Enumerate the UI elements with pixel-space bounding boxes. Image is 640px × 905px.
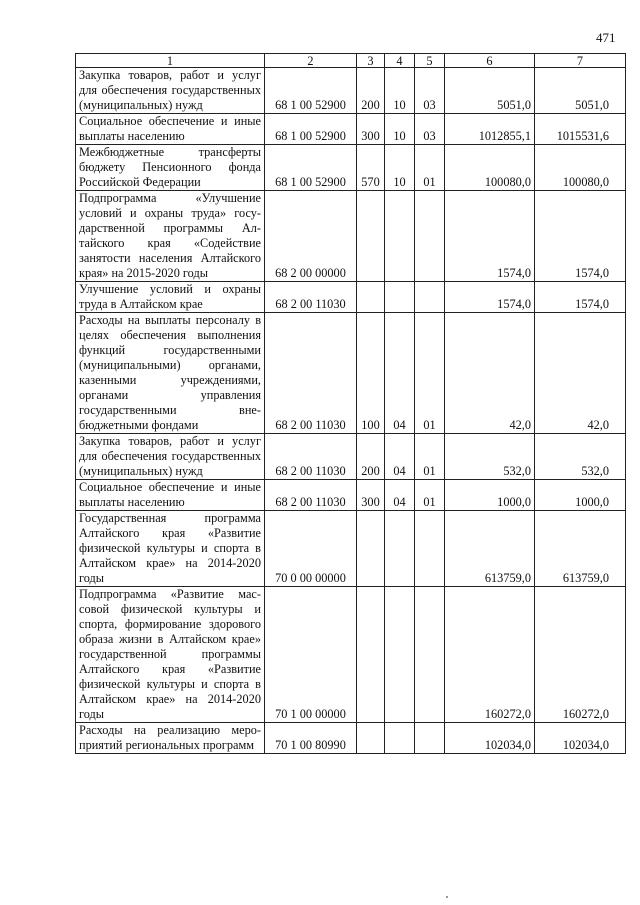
column-header-4: 4 xyxy=(385,54,415,68)
expense-type-cell: 570 xyxy=(357,145,385,191)
table-body xyxy=(76,68,626,754)
row-name-cell: Закупка товаров, работ и услуг для обеспечения государственных (муниципальных) нужд xyxy=(76,68,265,114)
section-cell xyxy=(385,587,415,723)
subsection-cell: 03 xyxy=(415,68,445,114)
target-article-code-cell: 68 2 00 11030 xyxy=(265,480,357,511)
target-article-code-cell: 68 1 00 52900 xyxy=(265,145,357,191)
expense-type-cell: 300 xyxy=(357,114,385,145)
amount-year1-cell: 1574,0 xyxy=(445,191,535,282)
subsection-cell xyxy=(415,282,445,313)
subsection-cell: 01 xyxy=(415,434,445,480)
target-article-code-cell: 68 1 00 52900 xyxy=(265,68,357,114)
amount-year1-cell: 532,0 xyxy=(445,434,535,480)
amount-year2-cell: 102034,0 xyxy=(535,723,626,754)
amount-year2-cell: 1015531,6 xyxy=(535,114,626,145)
amount-year2-cell: 613759,0 xyxy=(535,511,626,587)
expense-type-cell: 200 xyxy=(357,434,385,480)
table-row xyxy=(76,282,626,313)
column-header-2: 2 xyxy=(265,54,357,68)
table-row xyxy=(76,145,626,191)
amount-year1-cell: 100080,0 xyxy=(445,145,535,191)
subsection-cell: 01 xyxy=(415,313,445,434)
section-cell: 04 xyxy=(385,480,415,511)
row-name-cell: Межбюджетные трансферты бюджету Пенсионного фонда Российской Федерации xyxy=(76,145,265,191)
column-header-7: 7 xyxy=(535,54,626,68)
expense-type-cell xyxy=(357,191,385,282)
amount-year1-cell: 1000,0 xyxy=(445,480,535,511)
table-row xyxy=(76,313,626,434)
row-name-cell: Социальное обеспечение и иные выплаты населению xyxy=(76,480,265,511)
section-cell: 10 xyxy=(385,68,415,114)
column-header-3: 3 xyxy=(357,54,385,68)
subsection-cell xyxy=(415,587,445,723)
amount-year2-cell: 5051,0 xyxy=(535,68,626,114)
header-row xyxy=(76,54,626,68)
row-name-cell: Государственная программа Алтайского края «Развитие физической культуры и спорта в Алтайском крае» на 2014-2020 годы xyxy=(76,511,265,587)
target-article-code-cell: 68 2 00 11030 xyxy=(265,282,357,313)
table-row xyxy=(76,480,626,511)
section-cell xyxy=(385,282,415,313)
section-cell: 10 xyxy=(385,114,415,145)
amount-year1-cell: 613759,0 xyxy=(445,511,535,587)
row-name-cell: Закупка товаров, работ и услуг для обеспечения государственных (муниципальных) нужд xyxy=(76,434,265,480)
column-header-6: 6 xyxy=(445,54,535,68)
table-row xyxy=(76,511,626,587)
amount-year2-cell: 1000,0 xyxy=(535,480,626,511)
amount-year2-cell: 1574,0 xyxy=(535,191,626,282)
amount-year1-cell: 1012855,1 xyxy=(445,114,535,145)
section-cell: 04 xyxy=(385,313,415,434)
row-name-cell: Подпрограмма «Развитие массовой физической культуры и спорта, формирование здорового образа жизни в Алтайском крае» государственной программы Алтайского края «Развитие физической культуры и спорта в Алтайском крае» на 2014-2020 годы xyxy=(76,587,265,723)
section-cell xyxy=(385,723,415,754)
section-cell: 04 xyxy=(385,434,415,480)
expense-type-cell xyxy=(357,282,385,313)
section-cell xyxy=(385,511,415,587)
row-name-cell: Социальное обеспечение и иные выплаты населению xyxy=(76,114,265,145)
subsection-cell xyxy=(415,191,445,282)
row-name-cell: Расходы на выплаты персоналу в целях обеспечения выполнения функций государственными (муниципальными) органами, казенными учреждениями, органами управления государственными внебюджетными фондами xyxy=(76,313,265,434)
amount-year1-cell: 160272,0 xyxy=(445,587,535,723)
subsection-cell xyxy=(415,723,445,754)
section-cell: 10 xyxy=(385,145,415,191)
scan-speck xyxy=(446,896,448,898)
row-name-cell: Улучшение условий и охраны труда в Алтайском крае xyxy=(76,282,265,313)
expense-type-cell: 300 xyxy=(357,480,385,511)
target-article-code-cell: 70 1 00 80990 xyxy=(265,723,357,754)
expense-type-cell xyxy=(357,723,385,754)
amount-year2-cell: 160272,0 xyxy=(535,587,626,723)
table-row xyxy=(76,191,626,282)
amount-year1-cell: 42,0 xyxy=(445,313,535,434)
table-row xyxy=(76,723,626,754)
subsection-cell: 01 xyxy=(415,480,445,511)
amount-year1-cell: 1574,0 xyxy=(445,282,535,313)
subsection-cell xyxy=(415,511,445,587)
column-header-5: 5 xyxy=(415,54,445,68)
target-article-code-cell: 68 2 00 11030 xyxy=(265,313,357,434)
target-article-code-cell: 70 1 00 00000 xyxy=(265,587,357,723)
target-article-code-cell: 70 0 00 00000 xyxy=(265,511,357,587)
amount-year2-cell: 1574,0 xyxy=(535,282,626,313)
table-row xyxy=(76,587,626,723)
row-name-cell: Подпрограмма «Улучшение условий и охраны труда» государственной программы Алтайского края «Содействие занятости населения Алтайского края» на 2015-2020 годы xyxy=(76,191,265,282)
target-article-code-cell: 68 1 00 52900 xyxy=(265,114,357,145)
section-cell xyxy=(385,191,415,282)
subsection-cell: 03 xyxy=(415,114,445,145)
table-row xyxy=(76,434,626,480)
table-row xyxy=(76,68,626,114)
expense-type-cell xyxy=(357,511,385,587)
amount-year1-cell: 102034,0 xyxy=(445,723,535,754)
table-row xyxy=(76,114,626,145)
budget-table xyxy=(75,53,626,754)
expense-type-cell xyxy=(357,587,385,723)
target-article-code-cell: 68 2 00 00000 xyxy=(265,191,357,282)
expense-type-cell: 100 xyxy=(357,313,385,434)
target-article-code-cell: 68 2 00 11030 xyxy=(265,434,357,480)
amount-year2-cell: 100080,0 xyxy=(535,145,626,191)
row-name-cell: Расходы на реализацию мероприятий региональных программ xyxy=(76,723,265,754)
amount-year2-cell: 532,0 xyxy=(535,434,626,480)
expense-type-cell: 200 xyxy=(357,68,385,114)
amount-year2-cell: 42,0 xyxy=(535,313,626,434)
amount-year1-cell: 5051,0 xyxy=(445,68,535,114)
page-number: 471 xyxy=(596,30,616,45)
column-header-1: 1 xyxy=(76,54,265,68)
subsection-cell: 01 xyxy=(415,145,445,191)
